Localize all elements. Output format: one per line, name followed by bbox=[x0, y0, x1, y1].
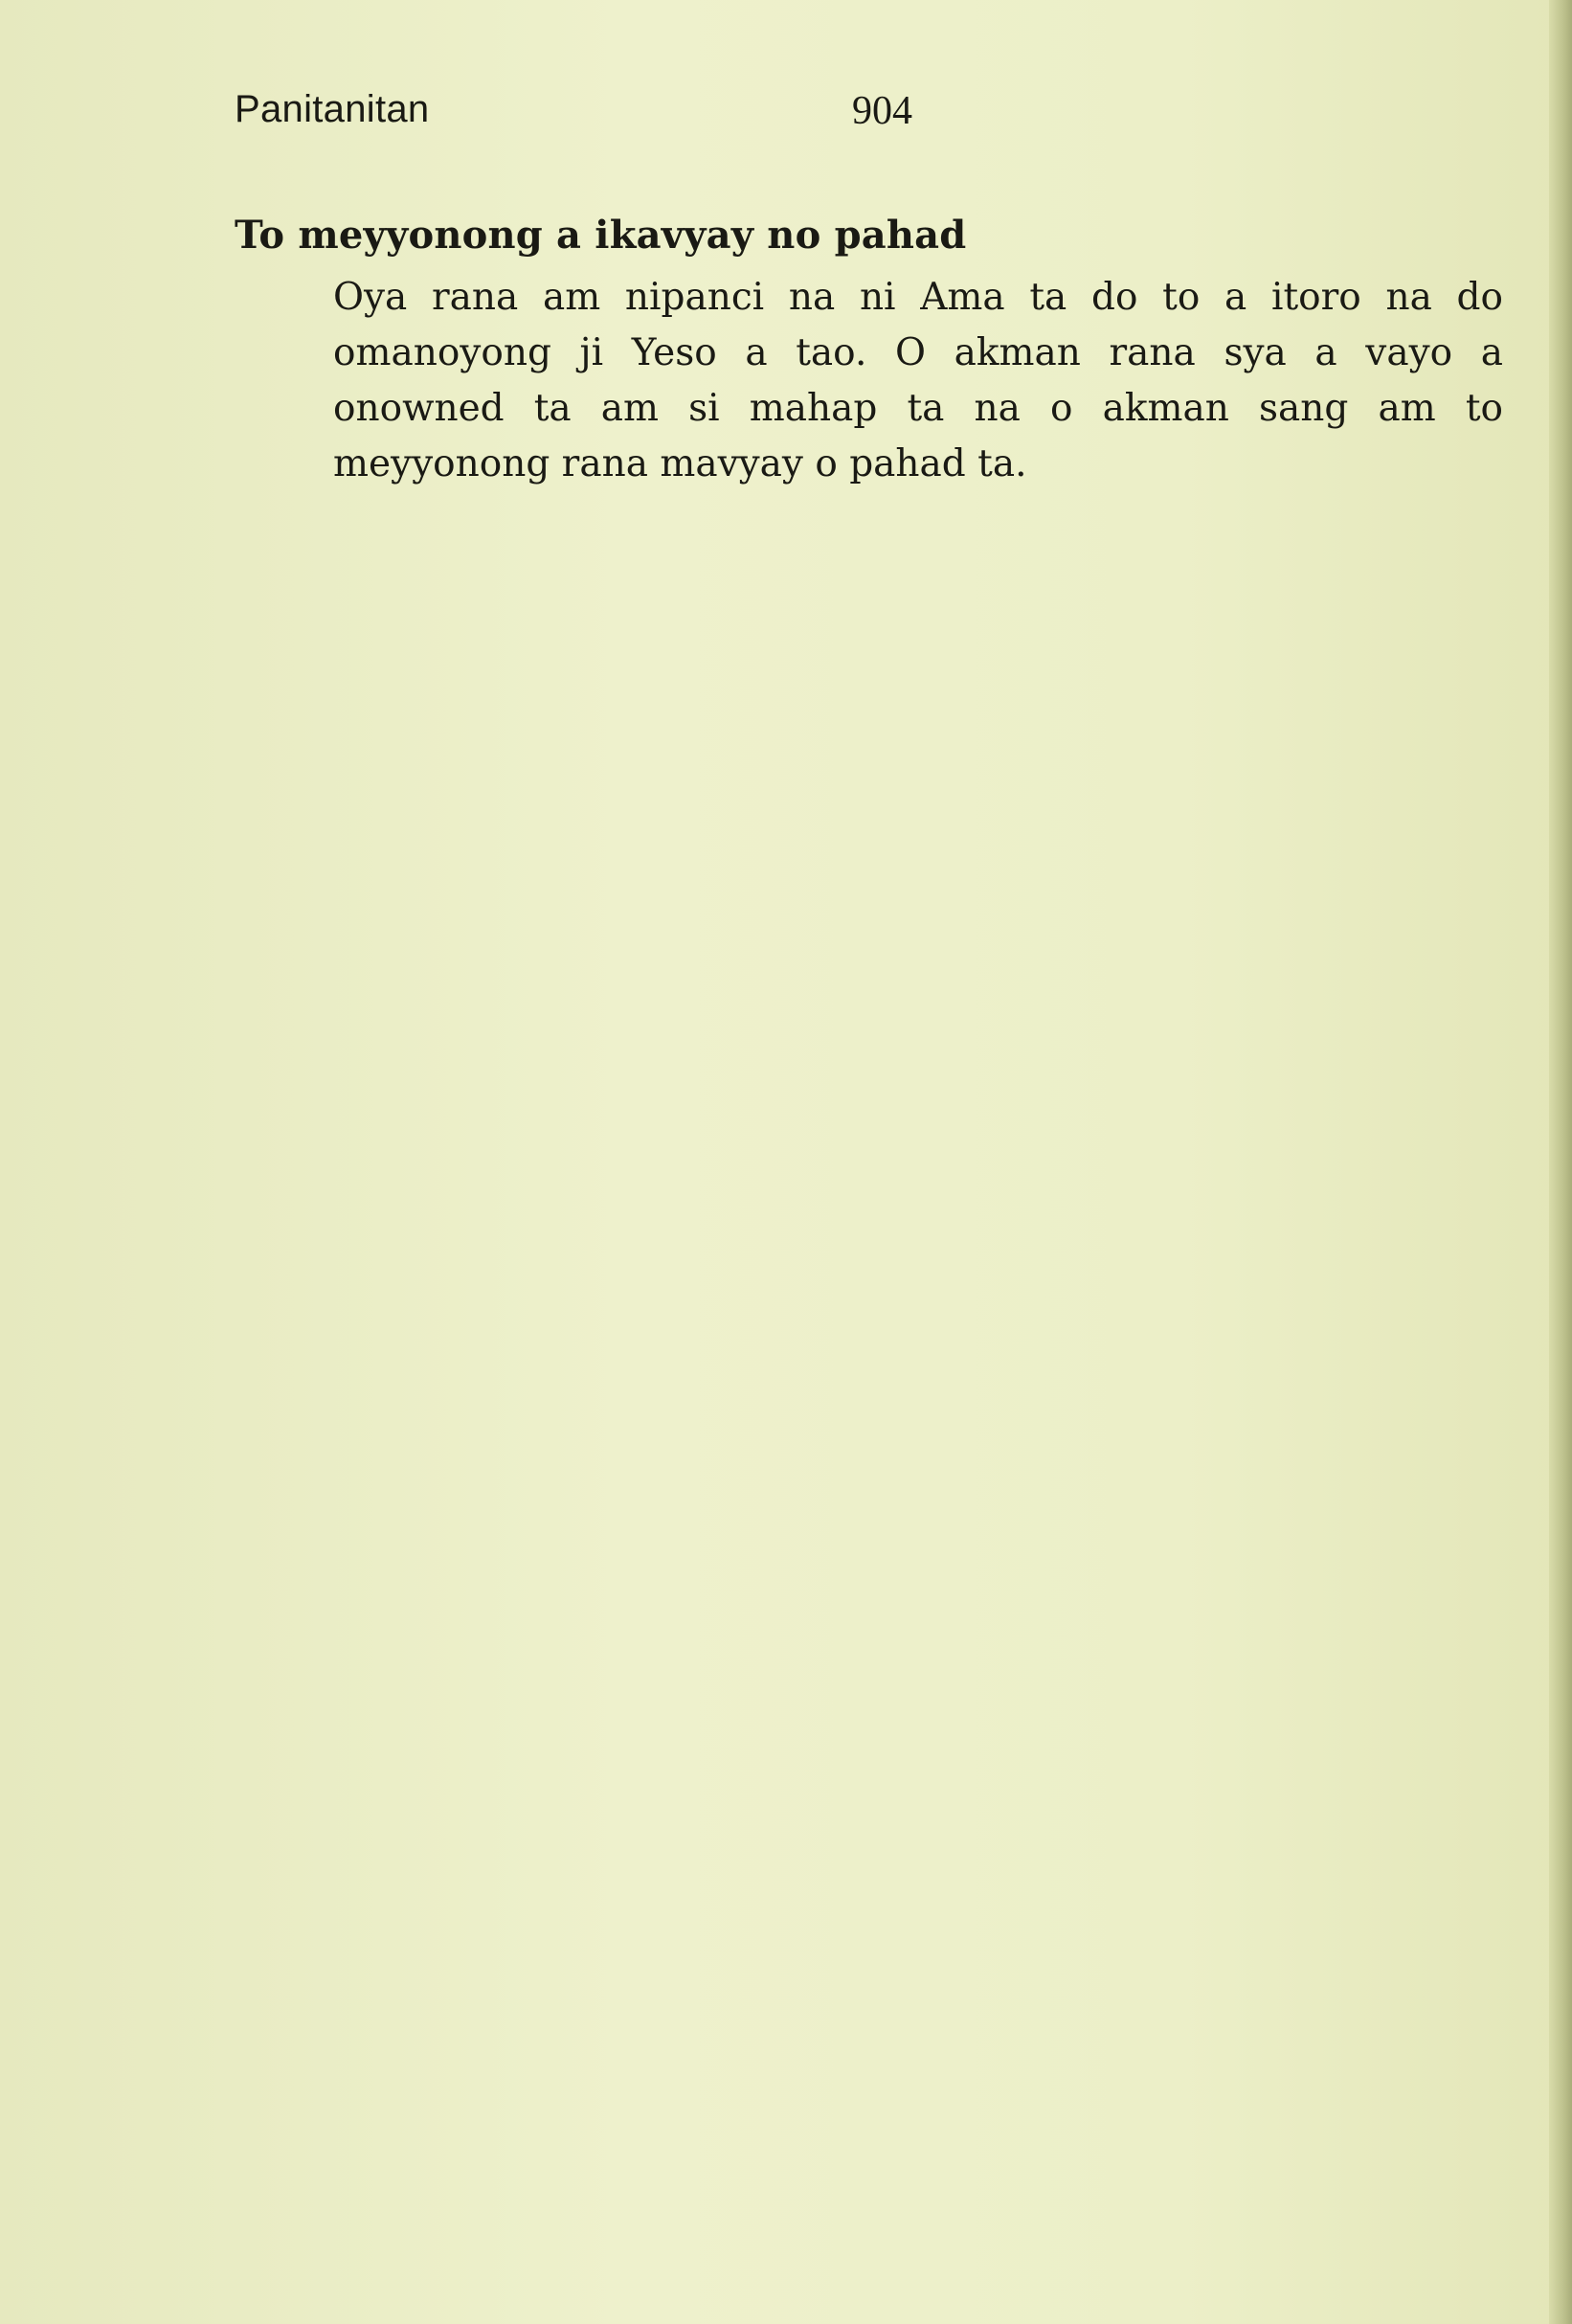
glossary-entry bbox=[235, 209, 1508, 492]
page-header bbox=[235, 88, 1192, 146]
entry-title: To meyyonong a ikavyay no pahad bbox=[235, 213, 967, 258]
entry-body: Oya rana am nipanci na ni Ama ta do to a itoro na do omanoyong ji Yeso a tao. O akman rana sya a vayo a onowned ta am si mahap ta na o akman sang am to meyyonong rana mavyay o pahad ta. bbox=[333, 276, 1503, 485]
book-spine-edge bbox=[1549, 0, 1572, 2324]
running-head: Panitanitan bbox=[235, 88, 430, 130]
page-number: 904 bbox=[852, 89, 912, 133]
